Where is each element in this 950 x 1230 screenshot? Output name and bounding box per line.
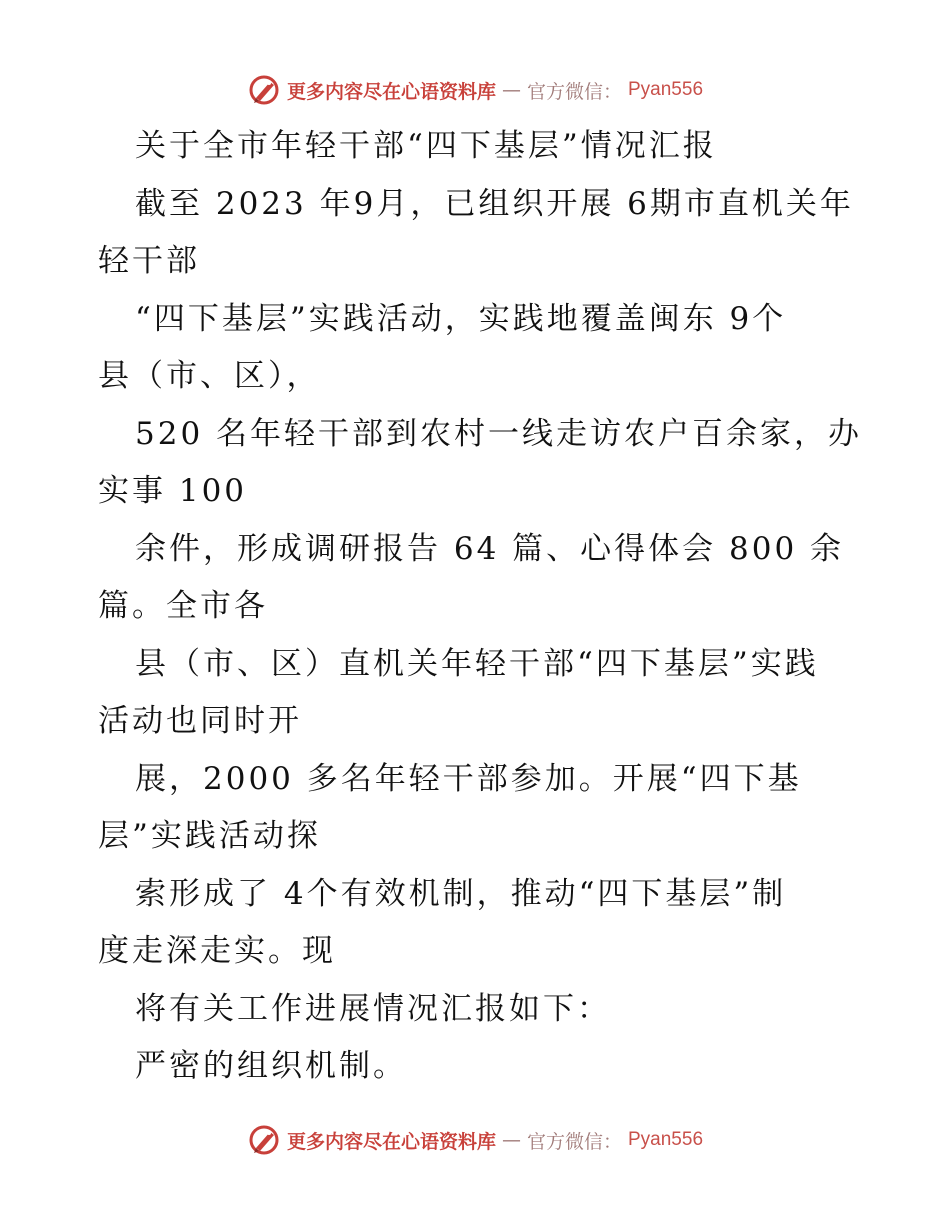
paragraph-line: 将有关工作进展情况汇报如下： [135, 990, 611, 1027]
banner-wechat-id: Pyan556 [628, 79, 704, 100]
banner-content [247, 73, 703, 107]
paragraph-line: 层”实践活动探 [98, 818, 321, 854]
paragraph-line: 度走深走实。现 [98, 933, 336, 969]
paragraph-line: “四下基层”实践活动，实践地覆盖闽东 9个 [135, 300, 787, 337]
paragraph-line: 展，2000 多名年轻干部参加。开展“四下基 [135, 760, 802, 797]
paragraph-line: 严密的组织机制。 [135, 1048, 407, 1084]
paragraph-line: 县（市、区）直机关年轻干部“四下基层”实践 [135, 645, 819, 682]
paragraph-line: 索形成了 4个有效机制，推动“四下基层”制 [135, 875, 787, 912]
pen-logo-icon [247, 73, 281, 107]
paragraph-line: 实事 100 [98, 473, 248, 509]
paragraph-line: 篇。全市各 [98, 588, 268, 624]
banner-site-name: 更多内容尽在心语资料库 [286, 1130, 496, 1153]
paragraph-line: 轻干部 [98, 243, 200, 279]
pen-logo-icon [247, 1123, 281, 1157]
footer-watermark-banner [0, 1120, 950, 1160]
paragraph-line: 余件，形成调研报告 64 篇、心得体会 800 余 [135, 530, 845, 567]
banner-wechat-label: 官方微信： [526, 80, 622, 103]
banner-separator: — [501, 1129, 521, 1151]
banner-wechat-label: 官方微信： [526, 1130, 622, 1153]
header-watermark-banner [0, 70, 950, 110]
paragraph-line: 截至 2023 年9月，已组织开展 6期市直机关年 [135, 185, 854, 222]
banner-site-name: 更多内容尽在心语资料库 [286, 80, 496, 103]
paragraph-line: 县（市、区）， [98, 358, 321, 394]
banner-content [247, 1123, 703, 1157]
document-body [98, 118, 868, 1096]
paragraph-line: 活动也同时开 [98, 703, 302, 739]
paragraph-line: 520 名年轻干部到农村一线走访农户百余家，办 [135, 415, 863, 452]
document-title: 关于全市年轻干部“四下基层”情况汇报 [135, 128, 717, 164]
banner-separator: — [501, 79, 521, 101]
banner-wechat-id: Pyan556 [628, 1129, 704, 1150]
